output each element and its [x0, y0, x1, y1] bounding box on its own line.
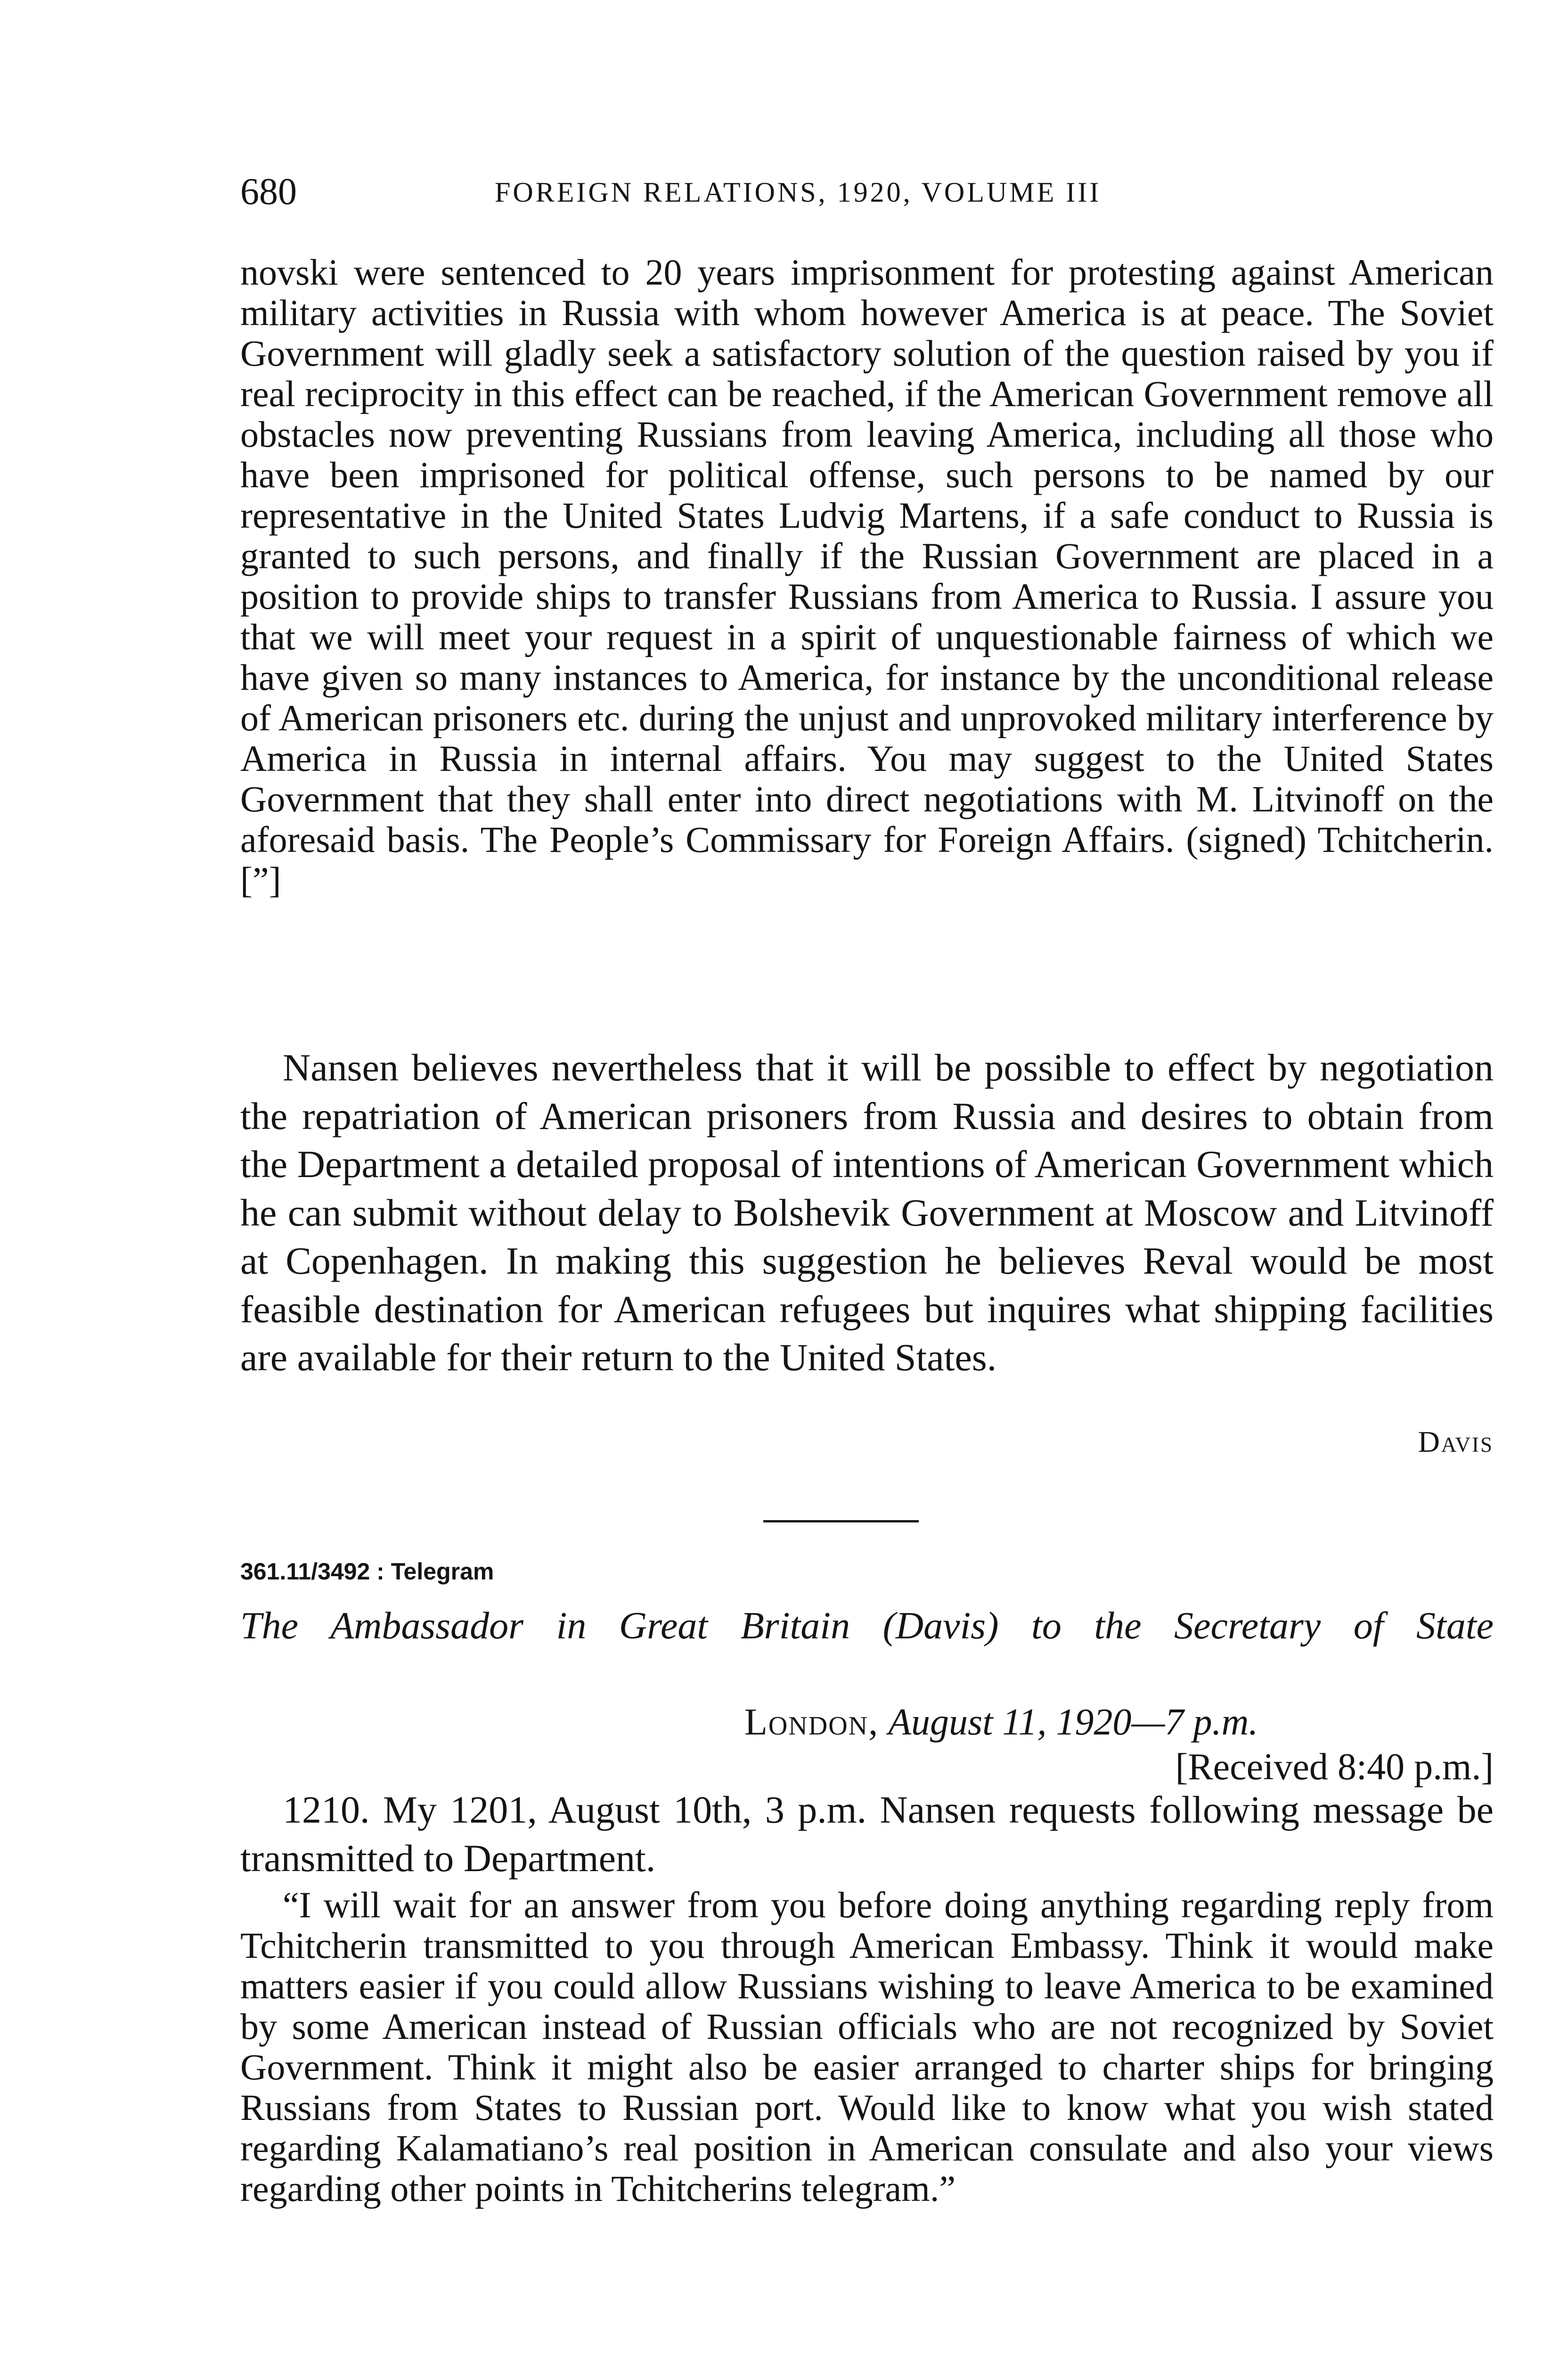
document-title: The Ambassador in Great Britain (Davis) to the Secretary of State — [240, 1604, 1494, 1647]
section-divider — [763, 1520, 919, 1522]
quoted-continuation: novski were sentenced to 20 years imprisonment for protesting against American military activities in Russia with whom however America is at peace. The Soviet Government will gladly seek a satisfactory solution of the question raised by you if real reciprocity in this effect can be reached, if the American Government remove all obstacles now preventing Russians from leaving America, including all those who have been imprisoned for political offense, such persons to be named by our representative in the United States Ludvig Martens, if a safe conduct to Russia is granted to such persons, and finally if the Russian Government are placed in a position to provide ships to transfer Russians from America to Russia. I assure you that we will meet your request in a spirit of unquestionable fairness of which we have given so many instances to America, for instance by the unconditional release of American prisoners etc. during the unjust and unprovoked military interference by America in Russia in internal affairs. You may suggest to the United States Government that they shall enter into direct negotiations with M. Litvinoff on the aforesaid basis. The People’s Commissary for Foreign Affairs. (signed) Tchitcherin.[”] — [240, 252, 1494, 900]
paragraph-nansen: Nansen believes nevertheless that it will be possible to effect by negotiation the repatriation of American prisoners from Russia and desires to obtain from the Department a detailed proposal of intentions of American Government which he can submit without delay to Bolshevik Government at Moscow and Litvinoff at Copenhagen. In making this suggestion he believes Reval would be most feasible destination for American refugees but inquires what shipping facilities are available for their return to the United States. — [240, 1046, 1494, 1379]
dateline-date: August 11, 1920—7 p.m. — [888, 1702, 1258, 1743]
received-time: [Received 8:40 p.m.] — [1175, 1746, 1494, 1788]
running-head: FOREIGN RELATIONS, 1920, VOLUME III — [495, 177, 1102, 208]
file-number: 361.11/3492 : Telegram — [240, 1558, 494, 1585]
telegram-paragraph: 1210. My 1201, August 10th, 3 p.m. Nansen requests following message be transmitted to Department. — [240, 1788, 1494, 1880]
dateline — [744, 1699, 1258, 1746]
dateline-city: London, — [744, 1702, 879, 1743]
quoted-message: “I will wait for an answer from you before doing anything regarding reply from Tchitcherin transmitted to you through American Embassy. Think it would make matters easier if you could allow Russians wishing to leave America to be examined by some American instead of Russian officials who are not recognized by Soviet Government. Think it might also be easier arranged to charter ships for bringing Russians from States to Russian port. Would like to know what you wish stated regarding Kalamatiano’s real position in American consulate and also your views regarding other points in Tchitcherins telegram.” — [240, 1884, 1494, 2209]
page-number: 680 — [240, 171, 297, 213]
page-header — [240, 166, 1494, 218]
signature-davis: Davis — [1418, 1425, 1494, 1458]
